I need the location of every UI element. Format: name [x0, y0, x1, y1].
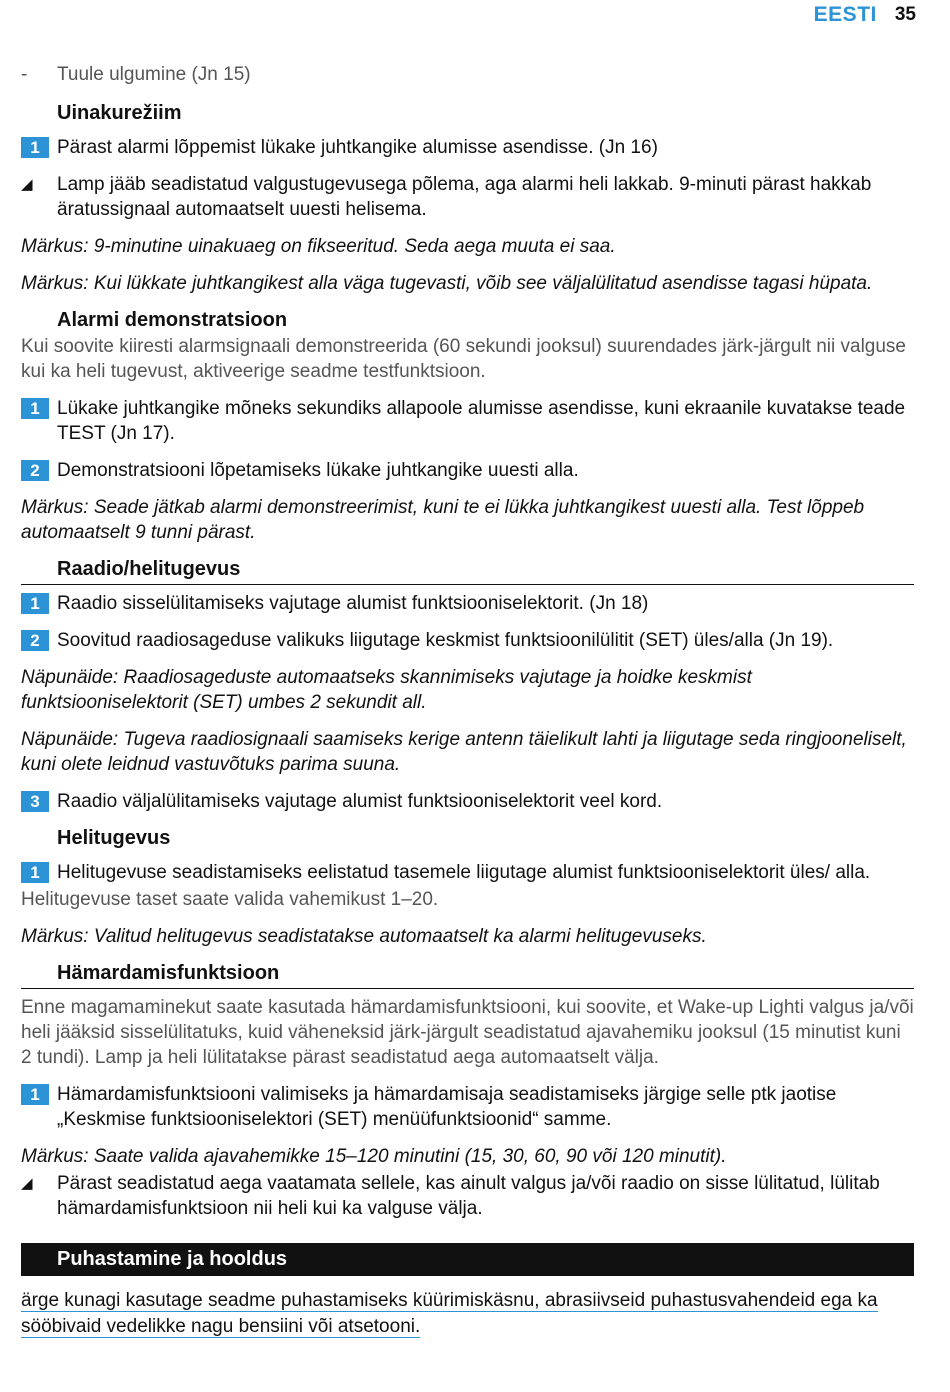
- note-text: Märkus: Valitud helitugevus seadistatakse automaatselt ka alarmi helitugevuseks.: [21, 926, 707, 947]
- page-content: [21, 62, 914, 1340]
- step-number-badge: 1: [21, 862, 49, 883]
- dash-list-item: [21, 62, 914, 87]
- tip-text: Näpunäide: Tugeva raadiosignaali saamiseks kerige antenn täielikult lahti ja liigutage seda ringjooneliselt, kuni olete leidnud vastuvõtuks parima suuna.: [21, 729, 907, 775]
- step-number-badge: 2: [21, 630, 49, 651]
- step-item: [21, 860, 914, 885]
- dash-text: Tuule ulgumine (Jn 15): [57, 64, 251, 85]
- tip-text: Näpunäide: Raadiosageduste automaatseks skannimiseks vajutage ja hoidke keskmist funktsiooniselektorit (SET) umbes 2 sekundit all.: [21, 667, 752, 713]
- step-number-badge: 1: [21, 137, 49, 158]
- note-text: Märkus: Saate valida ajavahemikke 15–120 minutini (15, 30, 60, 90 või 120 minutit).: [21, 1146, 727, 1167]
- note-text: Märkus: 9-minutine uinakuaeg on fikseeritud. Seda aega muuta ei saa.: [21, 236, 616, 257]
- step-item: [21, 135, 914, 160]
- step-text: Raadio väljalülitamiseks vajutage alumist funktsiooniselektorit veel kord.: [57, 791, 663, 812]
- note-text: Märkus: Kui lükkate juhtkangikest alla väga tugevasti, võib see väljalülitatud asendisse tagasi hüpata.: [21, 273, 873, 294]
- step-number-badge: 1: [21, 398, 49, 419]
- step-number-badge: 1: [21, 593, 49, 614]
- volume-range-text: Helitugevuse taset saate valida vahemikust 1–20.: [21, 889, 439, 910]
- heading-alarmi-demonstratsioon: Alarmi demonstratsioon: [57, 309, 288, 331]
- page-header: [814, 3, 916, 27]
- step-text: Lükake juhtkangike mõneks sekundiks allapoole alumisse asendisse, kuni ekraanile kuvatakse teade TEST (Jn 17).: [57, 398, 906, 444]
- page-number: 35: [894, 4, 916, 25]
- step-item: [21, 628, 914, 653]
- warning-text: [21, 1288, 914, 1340]
- heading-raadio-helitugevus: Raadio/helitugevus: [21, 557, 914, 585]
- triangle-bullet-icon: ◢: [21, 1175, 33, 1192]
- warning-text-content: ärge kunagi kasutage seadme puhastamiseks küürimiskäsnu, abrasiivseid puhastusvahendeid ega ka sööbivaid vedelikke nagu bensiini või atsetooni.: [21, 1290, 878, 1337]
- result-bullet: [21, 172, 914, 222]
- language-label: EESTI: [813, 3, 877, 26]
- step-item: [21, 591, 914, 616]
- heading-uinakureziim: Uinakurežiim: [57, 102, 182, 124]
- heading-hamardamisfunktsioon: Hämardamisfunktsioon: [21, 961, 914, 989]
- intro-paragraph: Enne magamaminekut saate kasutada hämardamisfunktsiooni, kui soovite, et Wake-up Lighti valgus ja/või heli jääksid sisselülitatuks, kuid väheneksid järk-järgult seadistatud ajavahemiku jooksul (15 minutist kuni 2 tundi). Lamp ja heli lülitatakse pärast seadistatud aega automaatselt välja.: [21, 997, 914, 1068]
- step-number-badge: 2: [21, 460, 49, 481]
- step-text: Demonstratsiooni lõpetamiseks lükake juhtkangike uuesti alla.: [57, 460, 579, 481]
- step-text: Hämardamisfunktsiooni valimiseks ja hämardamisaja seadistamiseks järgige selle ptk jaotise „Keskmise funktsiooniselektori (SET) menüüfunktsioonid“ samme.: [57, 1084, 837, 1130]
- intro-paragraph: Kui soovite kiiresti alarmsignaali demonstreerida (60 sekundi jooksul) suurendades järk-järgult nii valguse kui ka heli tugevust, aktiveerige seadme testfunktsioon.: [21, 336, 906, 382]
- section-heading-puhastamine: Puhastamine ja hooldus: [21, 1243, 914, 1276]
- step-item: [21, 1082, 914, 1132]
- step-text: Raadio sisselülitamiseks vajutage alumist funktsiooniselektorit. (Jn 18): [57, 593, 649, 614]
- step-item: [21, 458, 914, 483]
- note-text: Märkus: Seade jätkab alarmi demonstreerimist, kuni te ei lükka juhtkangikest uuesti alla. Test lõppeb automaatselt 9 tunni pärast.: [21, 497, 865, 543]
- heading-helitugevus: Helitugevus: [57, 827, 171, 849]
- step-item: [21, 789, 914, 814]
- triangle-bullet-icon: ◢: [21, 176, 33, 193]
- result-bullet: [21, 1171, 914, 1221]
- step-text: Soovitud raadiosageduse valikuks liigutage keskmist funktsioonilülitit (SET) üles/alla (Jn 19).: [57, 630, 834, 651]
- bullet-text: Pärast seadistatud aega vaatamata sellele, kas ainult valgus ja/või raadio on sisse lülitatud, lülitab hämardamisfunktsioon nii heli kui ka valguse välja.: [57, 1173, 880, 1219]
- step-item: [21, 396, 914, 446]
- bullet-text: Lamp jääb seadistatud valgustugevusega põlema, aga alarmi heli lakkab. 9-minuti pärast hakkab äratussignaal automaatselt uuesti helisema.: [57, 174, 872, 220]
- step-number-badge: 3: [21, 791, 49, 812]
- step-number-badge: 1: [21, 1084, 49, 1105]
- step-text: Helitugevuse seadistamiseks eelistatud tasemele liigutage alumist funktsiooniselektorit üles/ alla.: [57, 862, 871, 883]
- step-text: Pärast alarmi lõppemist lükake juhtkangike alumisse asendisse. (Jn 16): [57, 137, 658, 158]
- dash-mark: -: [21, 64, 28, 85]
